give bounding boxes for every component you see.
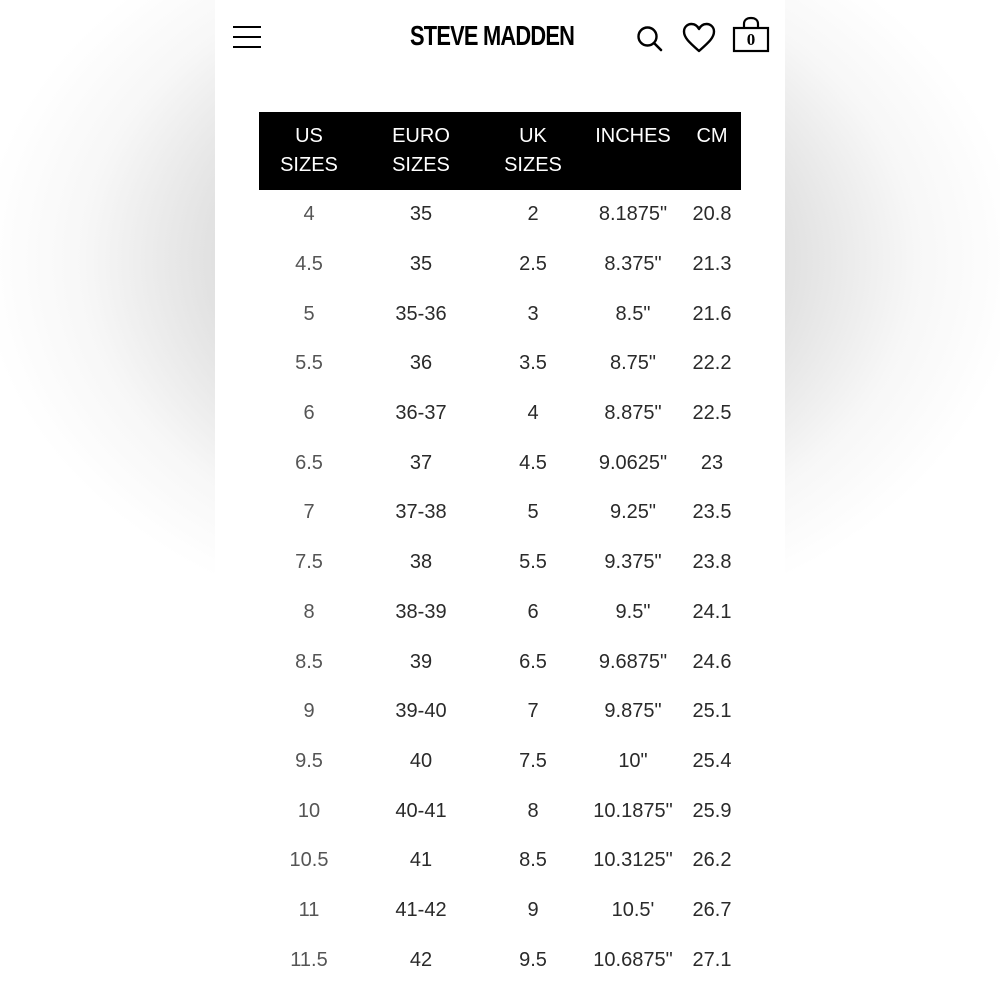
site-header [215, 0, 785, 76]
cell-cm: 23 [700, 451, 724, 474]
cell-us: 5.5 [295, 352, 323, 375]
header-line: UK [519, 125, 547, 147]
table-row [259, 737, 741, 787]
cell-us: 7.5 [295, 551, 323, 574]
cell-inches: 8.5" [615, 302, 651, 325]
table-row [259, 389, 741, 439]
cell-euro: 37 [409, 451, 433, 474]
cell-us: 5 [303, 302, 315, 325]
cell-euro: 38-39 [395, 600, 447, 623]
cell-uk: 6 [527, 600, 539, 623]
cell-uk: 5.5 [519, 551, 547, 574]
cell-euro: 36-37 [395, 402, 447, 425]
cell-us: 10.5 [289, 849, 329, 872]
header-line: INCHES [595, 125, 671, 147]
cell-cm: 26.7 [692, 898, 732, 921]
header-inches [583, 112, 683, 190]
wishlist-button[interactable] [682, 22, 716, 54]
cell-uk: 9.5 [519, 948, 547, 971]
cell-euro: 37-38 [395, 501, 447, 524]
cell-uk: 6.5 [519, 650, 547, 673]
cell-inches: 8.375" [604, 253, 662, 276]
cell-inches: 9.875" [604, 700, 662, 723]
table-row [259, 538, 741, 588]
cell-cm: 24.1 [692, 600, 732, 623]
cell-us: 10 [297, 799, 321, 822]
cell-euro: 36 [409, 352, 433, 375]
cell-uk: 7.5 [519, 749, 547, 772]
cell-us: 9 [303, 700, 315, 723]
cell-uk: 4.5 [519, 451, 547, 474]
cell-us: 11 [298, 898, 320, 921]
cell-uk: 7 [527, 700, 539, 723]
cell-euro: 41 [409, 849, 433, 872]
cell-us: 4.5 [295, 253, 323, 276]
table-row [259, 488, 741, 538]
header-line: US [295, 125, 323, 147]
cell-cm: 21.3 [692, 253, 732, 276]
cell-inches: 10.5' [611, 898, 655, 921]
cell-cm: 23.8 [692, 551, 732, 574]
header-us-sizes [259, 112, 359, 190]
cell-us: 8 [303, 600, 315, 623]
header-uk-sizes [483, 112, 583, 190]
table-row [259, 240, 741, 290]
phone-screen [215, 0, 785, 978]
cell-cm: 22.2 [692, 352, 732, 375]
bag-count-badge: 0 [746, 30, 756, 49]
cell-euro: 35 [409, 253, 433, 276]
cell-euro: 40 [409, 749, 433, 772]
cell-euro: 40-41 [395, 799, 447, 822]
header-euro-sizes [359, 112, 483, 190]
table-header [259, 112, 741, 190]
cell-us: 4 [303, 203, 315, 226]
cell-euro: 39 [409, 650, 433, 673]
cell-inches: 9.5" [615, 600, 651, 623]
cell-uk: 3.5 [519, 352, 547, 375]
cell-uk: 4 [527, 402, 539, 425]
cell-euro: 39-40 [395, 700, 447, 723]
cell-inches: 9.375" [604, 551, 662, 574]
cell-inches: 10.6875" [593, 948, 673, 971]
cell-uk: 3 [527, 302, 539, 325]
table-row [259, 786, 741, 836]
table-row [259, 438, 741, 488]
cell-us: 6 [303, 402, 315, 425]
heart-icon [682, 22, 716, 54]
table-row [259, 886, 741, 936]
cell-uk: 2.5 [519, 253, 547, 276]
cell-inches: 8.1875" [598, 203, 668, 226]
table-row [259, 339, 741, 389]
cell-cm: 24.6 [692, 650, 732, 673]
cell-inches: 10.3125" [593, 849, 673, 872]
cell-us: 7 [303, 501, 315, 524]
table-row [259, 935, 741, 978]
menu-icon-bar [233, 36, 261, 38]
cell-cm: 21.6 [692, 302, 732, 325]
cell-inches: 10.1875" [593, 799, 673, 822]
menu-icon-bar [233, 46, 261, 48]
cell-inches: 9.0625" [598, 451, 668, 474]
header-line: SIZES [280, 154, 338, 176]
cell-euro: 38 [409, 551, 433, 574]
search-button[interactable] [635, 24, 665, 54]
table-row [259, 289, 741, 339]
header-line: SIZES [392, 154, 450, 176]
cell-cm: 26.2 [692, 849, 732, 872]
cell-inches: 8.875" [604, 402, 662, 425]
cell-uk: 8.5 [519, 849, 547, 872]
cell-euro: 35 [409, 203, 433, 226]
cell-inches: 8.75" [609, 352, 657, 375]
cell-euro: 35-36 [395, 302, 447, 325]
cell-us: 8.5 [295, 650, 323, 673]
header-line: CM [696, 125, 728, 147]
cell-cm: 25.4 [692, 749, 732, 772]
shopping-bag-button[interactable] [731, 16, 771, 54]
header-cm [683, 112, 741, 190]
cell-us: 11.5 [290, 948, 328, 971]
cell-cm: 22.5 [692, 402, 732, 425]
cell-us: 6.5 [295, 451, 323, 474]
table-row [259, 190, 741, 240]
cell-uk: 5 [527, 501, 539, 524]
cell-inches: 9.6875" [598, 650, 668, 673]
table-row [259, 637, 741, 687]
table-row [259, 588, 741, 638]
search-icon [635, 24, 665, 54]
cell-euro: 41-42 [395, 898, 447, 921]
cell-uk: 2 [527, 203, 539, 226]
cell-cm: 27.1 [692, 948, 732, 971]
menu-icon-bar [233, 26, 261, 28]
table-row [259, 836, 741, 886]
cell-cm: 20.8 [692, 203, 732, 226]
cell-inches: 9.25" [609, 501, 657, 524]
header-line: EURO [392, 125, 450, 147]
cell-cm: 25.1 [692, 700, 732, 723]
size-conversion-table [259, 112, 741, 978]
cell-cm: 25.9 [692, 799, 732, 822]
cell-uk: 9 [527, 898, 539, 921]
header-line: SIZES [504, 154, 562, 176]
cell-uk: 8 [527, 799, 539, 822]
cell-inches: 10" [618, 749, 648, 772]
menu-button[interactable] [233, 24, 263, 50]
cell-cm: 23.5 [692, 501, 732, 524]
cell-us: 9.5 [295, 749, 323, 772]
cell-euro: 42 [409, 948, 433, 971]
table-row [259, 687, 741, 737]
brand-logo[interactable]: STEVE MADDEN [410, 20, 575, 51]
